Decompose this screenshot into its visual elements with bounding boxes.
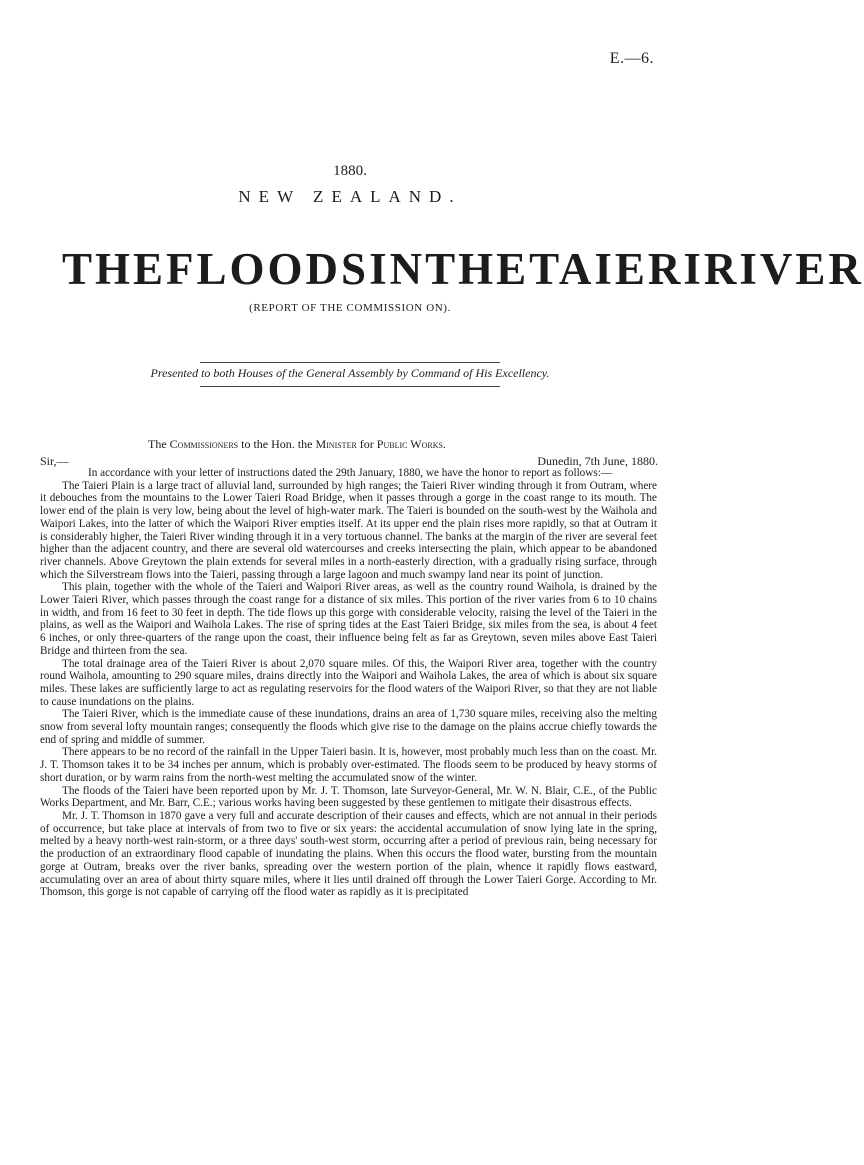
body-paragraph: There appears to be no record of the rainfall in the Upper Taieri basin. It is, however, most probably much less than on the coast. Mr. J. T. Thomson takes it to be 34 inches per annum, which is probably over-estimated. The floods seem to be produced by heavy storms of short duration, or by warm rains from the north-west melting the accumulated snow of the winter. (40, 746, 657, 784)
title-word: RIVER (703, 244, 864, 294)
addressee-minister: Minister (315, 437, 357, 451)
title-word: TAIERI (529, 244, 704, 294)
body-paragraph: Mr. J. T. Thomson in 1870 gave a very full and accurate description of their causes and effects, which are not annual in their periods of occurrence, but take place at intervals of from two to five or six years: the accidental accumulation of snow lying late in the spring, melted by a heavy north-west rain-storm, or a three days' south-west storm, occurring after a period of previous rain, being necessary for the production of an extraordinary flood capable of inundating the plains. When this occurs the flood water, bursting from the mountain gorge at Outram, breaks over the river banks, spreading over the western portion of the plain, whence it rapidly flows eastward, accumulating over an area of about thirty square miles, where it lies until drained off through the Lower Taieri Gorge. According to Mr. Thomson, this gorge is not capable of carrying off the flood water as rapidly as it is precipitated (40, 809, 657, 899)
title-word: FLOODS (166, 244, 370, 294)
page-reference: E.—6. (609, 50, 654, 67)
letter-addressee (148, 437, 446, 452)
divider-top (200, 362, 500, 363)
title-word: THE (62, 244, 167, 294)
addressee-commissioners: Commissioners (169, 437, 239, 451)
country-heading: NEW ZEALAND. (238, 187, 462, 206)
report-title (62, 244, 864, 294)
body-paragraph: This plain, together with the whole of the Taieri and Waipori River areas, as well as the country round Waihola, is drained by the Lower Taieri River, which passes through the coast range for a distance of six miles. This portion of the river varies from 6 to 10 chains in width, and from 16 feet to 30 feet in depth. The tide flows up this gorge with considerable velocity, raising the level of the Taieri in the plains, as well as the Waipori and Waihola Lakes. The rise of spring tides at the East Taieri Bridge, six miles from the sea, is about 4 feet 6 inches, or only three-quarters of the range upon the coast, their influence being felt as far as Greytown, seven miles above East Taieri Bridge and thirteen from the sea. (40, 581, 657, 657)
addressee-for: for (356, 437, 377, 451)
report-year: 1880. (333, 163, 367, 179)
letter-dateline: Dunedin, 7th June, 1880. (537, 454, 658, 468)
addressee-prefix: The (148, 437, 170, 451)
addressee-mid: to the Hon. the (238, 437, 316, 451)
letter-body (40, 467, 657, 899)
body-paragraph: In accordance with your letter of instructions dated the 29th January, 1880, we have the honor to report as follows:— (88, 467, 613, 479)
addressee-public-works: Public Works (376, 437, 443, 451)
addressee-end: . (442, 437, 446, 451)
title-word: IN (369, 244, 426, 294)
body-paragraph: The total drainage area of the Taieri River is about 2,070 square miles. Of this, the Waipori River area, together with the country round Waihola, amounting to 290 square miles, drains directly into the Waipori and Waihola Lakes, the area of which is about six square miles. These lakes are sufficiently large to act as regulating reservoirs for the flood waters of the Waipori River, so that they are not liable to cause inundations on the plains. (40, 657, 657, 708)
body-paragraph: The Taieri Plain is a large tract of alluvial land, surrounded by high ranges; the Taieri River winding through it from Outram, where it debouches from the mountains to the Lower Taieri Road Bridge, when it passes through a gorge in the coast range to its mouth. The lower end of the plain is very low, being about the level of high-water mark. The Taieri is bounded on the south-west by the Waihola and Waipori Lakes, into the latter of which the Waipori River empties itself. At its upper end the plain rises more rapidly, so that at Outram it is considerably higher, the Taieri River winding through it in a very tortuous channel. The banks at the margin of the river are several feet higher than the adjacent country, and there are several old watercourses and creeks intersecting the plain, which appear to be abandoned river channels. Above Greytown the plain extends for several miles in a north-easterly direction, with a gradually rising surface, through which the Silverstream flows into the Taieri, passing through a large lagoon and much swampy land near its point of junction. (40, 479, 657, 581)
presentation-notice: Presented to both Houses of the General Assembly by Command of His Excellency. (150, 366, 550, 380)
divider-bottom (200, 386, 500, 387)
body-paragraph: The floods of the Taieri have been reported upon by Mr. J. T. Thomson, late Surveyor-General, Mr. W. N. Blair, C.E., of the Public Works Department, and Mr. Barr, C.E.; various works having been suggested by these gentlemen to mitigate their disastrous effects. (40, 784, 657, 810)
body-paragraph: The Taieri River, which is the immediate cause of these inundations, drains an area of 1,730 square miles, receiving also the melting snow from several lofty mountain ranges; consequently the floods which give rise to the damage on the plains accrue chiefly towards the end of spring and middle of summer. (40, 708, 657, 746)
letter-salutation: Sir,— (40, 454, 69, 468)
title-word: THE (425, 244, 530, 294)
report-subtitle: (REPORT OF THE COMMISSION ON). (249, 302, 451, 314)
